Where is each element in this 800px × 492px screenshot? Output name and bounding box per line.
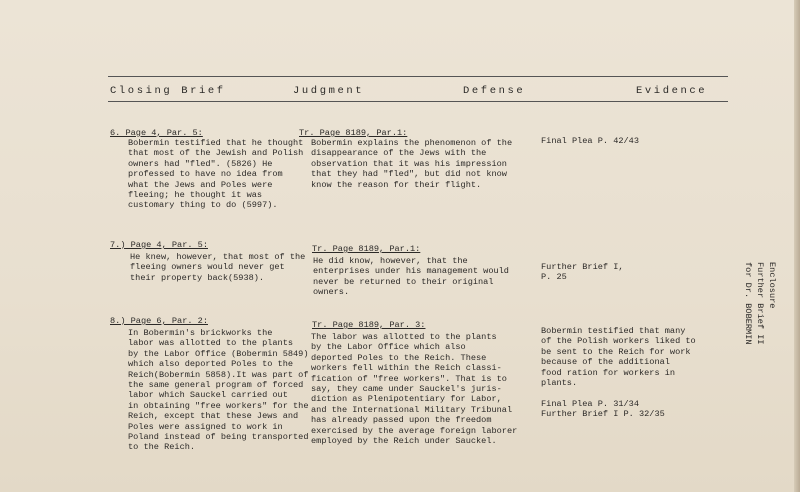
entry-7-closing-ref: 7.) Page 4, Par. 5: [110,240,208,250]
entry-8-evidence: Bobermin testified that many of the Polish workers liked to be sent to the Reich for work because of the additional food ration for workers in plants. Final Plea P. 31/34 Further Brief I P. 32/35 [541,326,696,420]
header-judgment: Judgment [293,85,365,97]
entry-6-judgment-ref: Tr. Page 8189, Par.1: [299,128,408,138]
entry-8-closing-text: In Bobermin's brickworks the labor was allotted to the plants by the Labor Office (Bobermin 5849) which also deported Poles to the Reich(Bobermin 5858).It was part of the same general program of forced labor which Sauckel carried out in obtaining "free workers" for the Reich, except that these Jews and Poles were assigned to work in Poland instead of being transported to the Reich. [128,328,309,453]
header-evidence: Evidence [636,85,708,97]
header-closing-brief: Closing Brief [110,85,226,97]
entry-8-judgment-ref: Tr. Page 8189, Par. 3: [312,320,426,330]
header-top-rule [108,76,728,77]
header-defense: Defense [463,85,526,97]
enclosure-side-note: Enclosure Further Brief II for Dr. BOBERMIN [743,262,777,345]
entry-6-closing-text: Bobermin testified that he thought that most of the Jewish and Polish owners had "fled". (5826) He professed to have no idea from what the Jews and Poles were fleeing; he thought it was customary thing to do (5997). [128,138,304,211]
entry-6-closing-ref: 6. Page 4, Par. 5: [110,128,203,138]
page-edge [794,0,800,492]
entry-7-closing-text: He knew, however, that most of the fleeing owners would never get their property back(5938). [130,252,306,283]
entry-7-judgment-ref: Tr. Page 8189, Par.1: [312,244,421,254]
entry-6-evidence: Final Plea P. 42/43 [541,136,639,146]
entry-7-judgment-text: He did know, however, that the enterprises under his management would never be returned to their original owners. [313,256,509,298]
entry-8-judgment-text: The labor was allotted to the plants by the Labor Office which also deported Poles to the Reich. These workers fell within the Reich classi- fication of "free workers". That is to say, they came under Sauckel's juris- diction as Plenipotentiary for Labor, and the International Military Tribunal has already passed upon the freedom exercised by the average foreign laborer employed by the Reich under Sauckel. [311,332,518,447]
entry-7-evidence: Further Brief I, P. 25 [541,262,624,283]
entry-8-closing-ref: 8.) Page 6, Par. 2: [110,316,208,326]
header-bottom-rule [108,101,728,102]
entry-6-judgment-text: Bobermin explains the phenomenon of the disappearance of the Jews with the observation that it was his impression that they had "fled", but did not know know the reason for their flight. [311,138,513,190]
